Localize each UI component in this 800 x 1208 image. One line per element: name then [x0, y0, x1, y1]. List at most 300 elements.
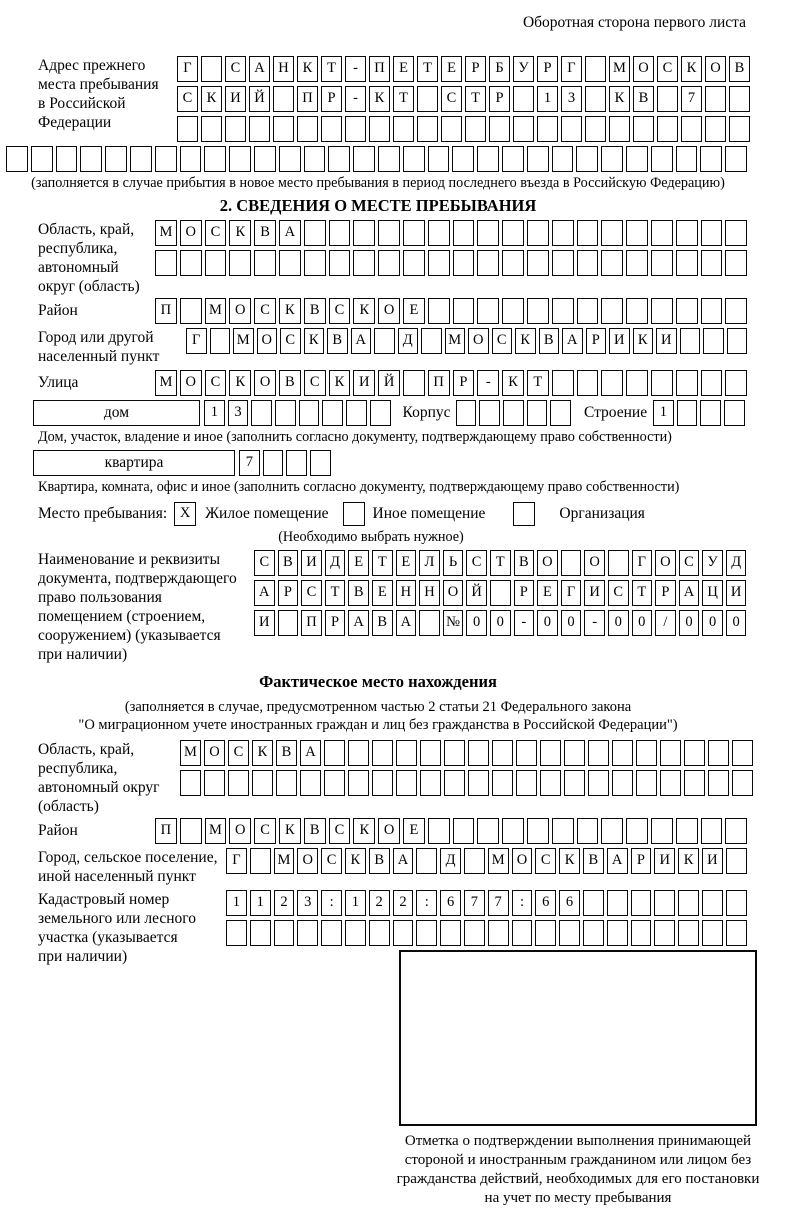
- char-cell[interactable]: Д: [325, 550, 346, 576]
- char-cell[interactable]: [324, 740, 345, 766]
- char-cell[interactable]: Т: [372, 550, 393, 576]
- char-cell[interactable]: [452, 146, 474, 172]
- char-cell[interactable]: [527, 250, 549, 276]
- char-cell[interactable]: Т: [321, 56, 342, 82]
- char-cell[interactable]: [732, 740, 753, 766]
- char-cell[interactable]: К: [609, 86, 630, 112]
- char-cell[interactable]: Р: [465, 56, 486, 82]
- char-cell[interactable]: А: [679, 580, 700, 606]
- char-cell[interactable]: В: [583, 848, 604, 874]
- char-cell[interactable]: [417, 86, 438, 112]
- char-cell[interactable]: 0: [490, 610, 511, 636]
- char-cell[interactable]: М: [445, 328, 466, 354]
- char-cell[interactable]: [453, 220, 475, 246]
- char-cell[interactable]: [279, 250, 301, 276]
- char-cell[interactable]: [348, 740, 369, 766]
- char-cell[interactable]: [252, 770, 273, 796]
- char-cell[interactable]: [651, 370, 673, 396]
- char-cell[interactable]: М: [180, 740, 201, 766]
- char-cell[interactable]: А: [607, 848, 628, 874]
- char-cell[interactable]: [651, 146, 673, 172]
- char-cell[interactable]: [577, 220, 599, 246]
- char-cell[interactable]: [419, 610, 440, 636]
- char-cell[interactable]: П: [301, 610, 322, 636]
- char-cell[interactable]: [420, 770, 441, 796]
- char-cell[interactable]: [180, 770, 201, 796]
- char-cell[interactable]: [420, 740, 441, 766]
- char-cell[interactable]: Т: [527, 370, 549, 396]
- char-cell[interactable]: [346, 400, 367, 426]
- char-cell[interactable]: В: [276, 740, 297, 766]
- char-cell[interactable]: [453, 250, 475, 276]
- char-cell[interactable]: [626, 250, 648, 276]
- char-cell[interactable]: [626, 818, 648, 844]
- char-cell[interactable]: 6: [440, 890, 461, 916]
- char-cell[interactable]: [701, 818, 723, 844]
- char-cell[interactable]: 1: [226, 890, 247, 916]
- char-cell[interactable]: А: [351, 328, 372, 354]
- char-cell[interactable]: Е: [403, 818, 425, 844]
- char-cell[interactable]: [479, 400, 500, 426]
- char-cell[interactable]: [396, 770, 417, 796]
- char-cell[interactable]: [393, 920, 414, 946]
- char-cell[interactable]: [552, 370, 574, 396]
- char-cell[interactable]: [503, 400, 524, 426]
- char-cell[interactable]: [559, 920, 580, 946]
- char-cell[interactable]: Е: [372, 580, 393, 606]
- char-cell[interactable]: [249, 116, 270, 142]
- char-cell[interactable]: [636, 770, 657, 796]
- char-cell[interactable]: [492, 740, 513, 766]
- char-cell[interactable]: [527, 400, 548, 426]
- char-cell[interactable]: [633, 116, 654, 142]
- char-cell[interactable]: [180, 250, 202, 276]
- char-cell[interactable]: [701, 250, 723, 276]
- char-cell[interactable]: В: [539, 328, 560, 354]
- char-cell[interactable]: [631, 890, 652, 916]
- char-cell[interactable]: Г: [561, 56, 582, 82]
- char-cell[interactable]: [477, 220, 499, 246]
- char-cell[interactable]: [177, 116, 198, 142]
- char-cell[interactable]: [651, 298, 673, 324]
- char-cell[interactable]: [254, 250, 276, 276]
- char-cell[interactable]: [577, 250, 599, 276]
- char-cell[interactable]: С: [205, 220, 227, 246]
- char-cell[interactable]: М: [205, 298, 227, 324]
- char-cell[interactable]: С: [228, 740, 249, 766]
- char-cell[interactable]: К: [279, 818, 301, 844]
- char-cell[interactable]: Н: [273, 56, 294, 82]
- char-cell[interactable]: Б: [489, 56, 510, 82]
- char-cell[interactable]: [329, 250, 351, 276]
- char-cell[interactable]: [725, 298, 747, 324]
- char-cell[interactable]: А: [393, 848, 414, 874]
- char-cell[interactable]: Й: [378, 370, 400, 396]
- char-cell[interactable]: [444, 770, 465, 796]
- char-cell[interactable]: 6: [535, 890, 556, 916]
- char-cell[interactable]: К: [353, 298, 375, 324]
- char-cell[interactable]: [348, 770, 369, 796]
- char-cell[interactable]: Е: [441, 56, 462, 82]
- char-cell[interactable]: [607, 920, 628, 946]
- char-cell[interactable]: [552, 146, 574, 172]
- char-cell[interactable]: [205, 250, 227, 276]
- char-cell[interactable]: [56, 146, 78, 172]
- char-cell[interactable]: Р: [321, 86, 342, 112]
- char-cell[interactable]: [726, 890, 747, 916]
- char-cell[interactable]: С: [280, 328, 301, 354]
- char-cell[interactable]: [31, 146, 53, 172]
- char-cell[interactable]: [204, 770, 225, 796]
- char-cell[interactable]: 1: [250, 890, 271, 916]
- char-cell[interactable]: Р: [453, 370, 475, 396]
- char-cell[interactable]: [155, 146, 177, 172]
- char-cell[interactable]: Т: [490, 550, 511, 576]
- char-cell[interactable]: С: [679, 550, 700, 576]
- char-cell[interactable]: [724, 400, 745, 426]
- char-cell[interactable]: [564, 770, 585, 796]
- char-cell[interactable]: [490, 580, 511, 606]
- char-cell[interactable]: М: [155, 370, 177, 396]
- char-cell[interactable]: С: [329, 818, 351, 844]
- char-cell[interactable]: К: [201, 86, 222, 112]
- char-cell[interactable]: В: [304, 818, 326, 844]
- char-cell[interactable]: [304, 146, 326, 172]
- char-cell[interactable]: С: [321, 848, 342, 874]
- char-cell[interactable]: 2: [369, 890, 390, 916]
- char-cell[interactable]: Р: [586, 328, 607, 354]
- char-cell[interactable]: [577, 370, 599, 396]
- char-cell[interactable]: К: [345, 848, 366, 874]
- char-cell[interactable]: [273, 86, 294, 112]
- char-cell[interactable]: М: [274, 848, 295, 874]
- char-cell[interactable]: С: [304, 370, 326, 396]
- char-cell[interactable]: [535, 920, 556, 946]
- char-cell[interactable]: [378, 220, 400, 246]
- char-cell[interactable]: 7: [239, 450, 260, 476]
- char-cell[interactable]: [681, 116, 702, 142]
- char-cell[interactable]: [370, 400, 391, 426]
- char-cell[interactable]: [456, 400, 477, 426]
- char-cell[interactable]: [708, 740, 729, 766]
- char-cell[interactable]: [276, 770, 297, 796]
- char-cell[interactable]: [204, 146, 226, 172]
- char-cell[interactable]: И: [225, 86, 246, 112]
- char-cell[interactable]: Е: [393, 56, 414, 82]
- char-cell[interactable]: 0: [608, 610, 629, 636]
- char-cell[interactable]: О: [180, 220, 202, 246]
- char-cell[interactable]: [428, 818, 450, 844]
- char-cell[interactable]: [329, 220, 351, 246]
- char-cell[interactable]: Н: [419, 580, 440, 606]
- char-cell[interactable]: К: [502, 370, 524, 396]
- apartment-kind-field[interactable]: квартира: [33, 450, 235, 476]
- char-cell[interactable]: [601, 220, 623, 246]
- char-cell[interactable]: [725, 146, 747, 172]
- char-cell[interactable]: [453, 298, 475, 324]
- char-cell[interactable]: [527, 298, 549, 324]
- checkbox-zhiloe[interactable]: X: [174, 502, 196, 526]
- char-cell[interactable]: А: [348, 610, 369, 636]
- char-cell[interactable]: [180, 818, 202, 844]
- char-cell[interactable]: [502, 818, 524, 844]
- char-cell[interactable]: [654, 890, 675, 916]
- char-cell[interactable]: [304, 250, 326, 276]
- char-cell[interactable]: [155, 250, 177, 276]
- char-cell[interactable]: [428, 298, 450, 324]
- char-cell[interactable]: К: [369, 86, 390, 112]
- char-cell[interactable]: О: [655, 550, 676, 576]
- char-cell[interactable]: К: [681, 56, 702, 82]
- char-cell[interactable]: О: [633, 56, 654, 82]
- char-cell[interactable]: Г: [186, 328, 207, 354]
- char-cell[interactable]: [705, 116, 726, 142]
- char-cell[interactable]: [417, 116, 438, 142]
- char-cell[interactable]: [701, 220, 723, 246]
- char-cell[interactable]: А: [396, 610, 417, 636]
- char-cell[interactable]: [631, 920, 652, 946]
- char-cell[interactable]: [725, 220, 747, 246]
- char-cell[interactable]: К: [353, 818, 375, 844]
- char-cell[interactable]: С: [535, 848, 556, 874]
- char-cell[interactable]: 1: [653, 400, 674, 426]
- char-cell[interactable]: [416, 920, 437, 946]
- char-cell[interactable]: :: [416, 890, 437, 916]
- char-cell[interactable]: О: [705, 56, 726, 82]
- char-cell[interactable]: [105, 146, 127, 172]
- char-cell[interactable]: 1: [204, 400, 225, 426]
- char-cell[interactable]: Л: [419, 550, 440, 576]
- char-cell[interactable]: [229, 146, 251, 172]
- char-cell[interactable]: О: [378, 298, 400, 324]
- char-cell[interactable]: [403, 220, 425, 246]
- char-cell[interactable]: [416, 848, 437, 874]
- char-cell[interactable]: К: [329, 370, 351, 396]
- char-cell[interactable]: К: [252, 740, 273, 766]
- char-cell[interactable]: [612, 770, 633, 796]
- char-cell[interactable]: И: [584, 580, 605, 606]
- char-cell[interactable]: Т: [632, 580, 653, 606]
- char-cell[interactable]: [489, 116, 510, 142]
- char-cell[interactable]: [228, 770, 249, 796]
- char-cell[interactable]: О: [537, 550, 558, 576]
- char-cell[interactable]: А: [562, 328, 583, 354]
- char-cell[interactable]: В: [254, 220, 276, 246]
- char-cell[interactable]: [612, 740, 633, 766]
- char-cell[interactable]: [527, 220, 549, 246]
- char-cell[interactable]: П: [297, 86, 318, 112]
- char-cell[interactable]: [353, 220, 375, 246]
- char-cell[interactable]: Т: [393, 86, 414, 112]
- char-cell[interactable]: [225, 116, 246, 142]
- char-cell[interactable]: В: [729, 56, 750, 82]
- char-cell[interactable]: [725, 250, 747, 276]
- char-cell[interactable]: Р: [489, 86, 510, 112]
- char-cell[interactable]: М: [205, 818, 227, 844]
- char-cell[interactable]: [676, 146, 698, 172]
- char-cell[interactable]: О: [180, 370, 202, 396]
- char-cell[interactable]: Н: [396, 580, 417, 606]
- char-cell[interactable]: [297, 116, 318, 142]
- char-cell[interactable]: М: [609, 56, 630, 82]
- char-cell[interactable]: С: [205, 370, 227, 396]
- char-cell[interactable]: [464, 920, 485, 946]
- char-cell[interactable]: К: [304, 328, 325, 354]
- char-cell[interactable]: [428, 250, 450, 276]
- char-cell[interactable]: У: [513, 56, 534, 82]
- char-cell[interactable]: [226, 920, 247, 946]
- char-cell[interactable]: 3: [297, 890, 318, 916]
- char-cell[interactable]: [310, 450, 331, 476]
- char-cell[interactable]: -: [514, 610, 535, 636]
- char-cell[interactable]: О: [229, 298, 251, 324]
- char-cell[interactable]: [626, 220, 648, 246]
- char-cell[interactable]: А: [279, 220, 301, 246]
- char-cell[interactable]: [550, 400, 571, 426]
- char-cell[interactable]: К: [559, 848, 580, 874]
- char-cell[interactable]: С: [441, 86, 462, 112]
- char-cell[interactable]: [488, 920, 509, 946]
- char-cell[interactable]: 1: [345, 890, 366, 916]
- char-cell[interactable]: Г: [632, 550, 653, 576]
- char-cell[interactable]: Г: [226, 848, 247, 874]
- char-cell[interactable]: [403, 250, 425, 276]
- char-cell[interactable]: [274, 920, 295, 946]
- char-cell[interactable]: [583, 920, 604, 946]
- char-cell[interactable]: [676, 250, 698, 276]
- char-cell[interactable]: [180, 146, 202, 172]
- char-cell[interactable]: С: [254, 818, 276, 844]
- char-cell[interactable]: [210, 328, 231, 354]
- char-cell[interactable]: О: [512, 848, 533, 874]
- char-cell[interactable]: [428, 146, 450, 172]
- char-cell[interactable]: [729, 86, 750, 112]
- char-cell[interactable]: [297, 920, 318, 946]
- char-cell[interactable]: [601, 146, 623, 172]
- char-cell[interactable]: [588, 740, 609, 766]
- char-cell[interactable]: [464, 848, 485, 874]
- char-cell[interactable]: В: [372, 610, 393, 636]
- char-cell[interactable]: О: [229, 818, 251, 844]
- char-cell[interactable]: [6, 146, 28, 172]
- char-cell[interactable]: [513, 116, 534, 142]
- char-cell[interactable]: Р: [514, 580, 535, 606]
- char-cell[interactable]: [636, 740, 657, 766]
- char-cell[interactable]: [725, 818, 747, 844]
- char-cell[interactable]: Е: [537, 580, 558, 606]
- char-cell[interactable]: Т: [325, 580, 346, 606]
- char-cell[interactable]: К: [229, 370, 251, 396]
- char-cell[interactable]: [680, 328, 701, 354]
- char-cell[interactable]: Ь: [443, 550, 464, 576]
- char-cell[interactable]: 2: [393, 890, 414, 916]
- char-cell[interactable]: 0: [726, 610, 747, 636]
- char-cell[interactable]: [678, 920, 699, 946]
- char-cell[interactable]: К: [515, 328, 536, 354]
- char-cell[interactable]: [393, 116, 414, 142]
- char-cell[interactable]: Е: [348, 550, 369, 576]
- char-cell[interactable]: [428, 220, 450, 246]
- char-cell[interactable]: П: [428, 370, 450, 396]
- char-cell[interactable]: [421, 328, 442, 354]
- char-cell[interactable]: [676, 370, 698, 396]
- char-cell[interactable]: М: [488, 848, 509, 874]
- char-cell[interactable]: [278, 610, 299, 636]
- char-cell[interactable]: [477, 250, 499, 276]
- char-cell[interactable]: [304, 220, 326, 246]
- char-cell[interactable]: 0: [466, 610, 487, 636]
- char-cell[interactable]: [477, 818, 499, 844]
- char-cell[interactable]: [660, 770, 681, 796]
- char-cell[interactable]: 7: [464, 890, 485, 916]
- char-cell[interactable]: [324, 770, 345, 796]
- char-cell[interactable]: [180, 298, 202, 324]
- char-cell[interactable]: К: [678, 848, 699, 874]
- char-cell[interactable]: Д: [726, 550, 747, 576]
- char-cell[interactable]: [537, 116, 558, 142]
- char-cell[interactable]: [702, 890, 723, 916]
- char-cell[interactable]: П: [155, 818, 177, 844]
- char-cell[interactable]: [322, 400, 343, 426]
- char-cell[interactable]: [369, 116, 390, 142]
- char-cell[interactable]: В: [279, 370, 301, 396]
- char-cell[interactable]: [229, 250, 251, 276]
- char-cell[interactable]: С: [492, 328, 513, 354]
- char-cell[interactable]: [703, 328, 724, 354]
- char-cell[interactable]: [676, 220, 698, 246]
- char-cell[interactable]: О: [584, 550, 605, 576]
- char-cell[interactable]: [677, 400, 698, 426]
- char-cell[interactable]: Д: [398, 328, 419, 354]
- char-cell[interactable]: [561, 116, 582, 142]
- char-cell[interactable]: [654, 920, 675, 946]
- char-cell[interactable]: [588, 770, 609, 796]
- char-cell[interactable]: 7: [681, 86, 702, 112]
- char-cell[interactable]: С: [254, 550, 275, 576]
- char-cell[interactable]: -: [345, 86, 366, 112]
- char-cell[interactable]: [201, 56, 222, 82]
- char-cell[interactable]: [453, 818, 475, 844]
- char-cell[interactable]: С: [608, 580, 629, 606]
- char-cell[interactable]: Р: [278, 580, 299, 606]
- char-cell[interactable]: [468, 770, 489, 796]
- char-cell[interactable]: [561, 550, 582, 576]
- char-cell[interactable]: [286, 450, 307, 476]
- char-cell[interactable]: [585, 116, 606, 142]
- char-cell[interactable]: [702, 920, 723, 946]
- char-cell[interactable]: [468, 740, 489, 766]
- char-cell[interactable]: [585, 56, 606, 82]
- char-cell[interactable]: [684, 770, 705, 796]
- char-cell[interactable]: Е: [396, 550, 417, 576]
- char-cell[interactable]: [527, 818, 549, 844]
- char-cell[interactable]: И: [254, 610, 275, 636]
- char-cell[interactable]: М: [233, 328, 254, 354]
- char-cell[interactable]: 0: [561, 610, 582, 636]
- char-cell[interactable]: [552, 298, 574, 324]
- char-cell[interactable]: [201, 116, 222, 142]
- char-cell[interactable]: [444, 740, 465, 766]
- char-cell[interactable]: [626, 146, 648, 172]
- char-cell[interactable]: У: [702, 550, 723, 576]
- char-cell[interactable]: 3: [561, 86, 582, 112]
- char-cell[interactable]: Т: [465, 86, 486, 112]
- char-cell[interactable]: М: [155, 220, 177, 246]
- char-cell[interactable]: О: [254, 370, 276, 396]
- char-cell[interactable]: [651, 250, 673, 276]
- char-cell[interactable]: [477, 146, 499, 172]
- char-cell[interactable]: С: [301, 580, 322, 606]
